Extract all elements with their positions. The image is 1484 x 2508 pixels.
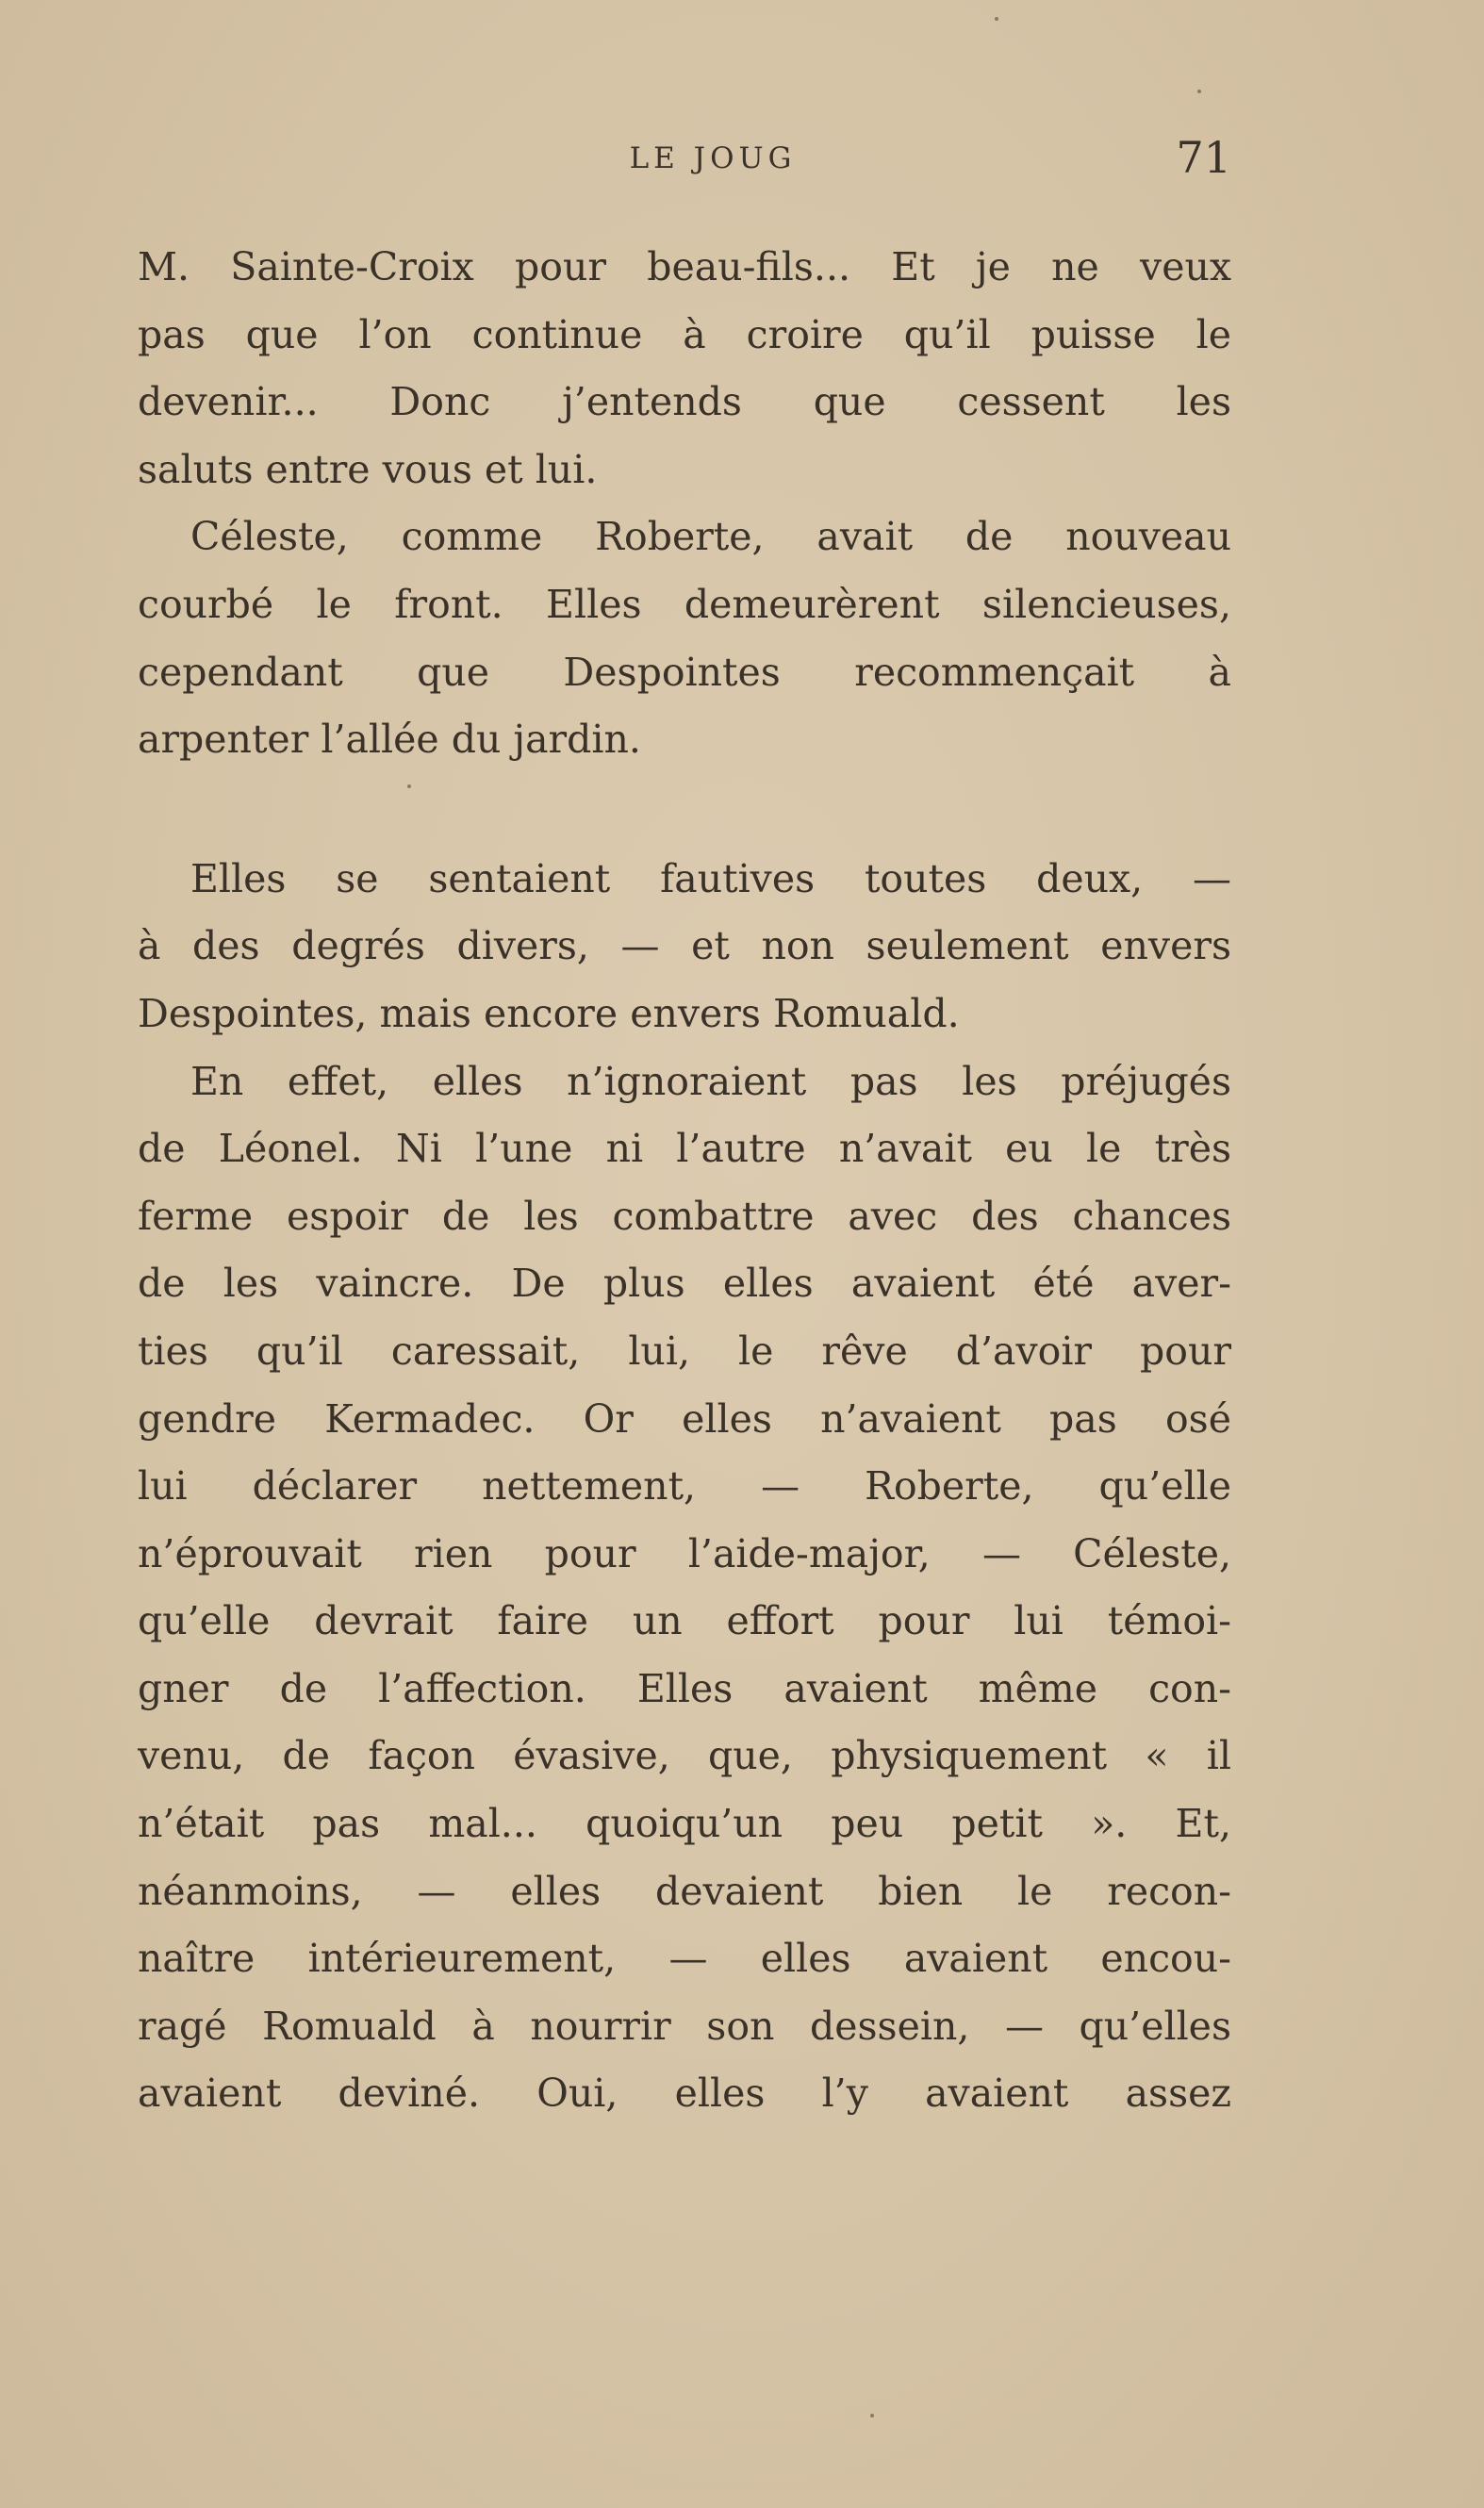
text-line: Despointes, mais encore envers Romuald. xyxy=(138,990,960,1036)
text-line: qu’elle devrait faire un effort pour lui témoi- xyxy=(138,1598,1231,1644)
page-header xyxy=(138,132,1231,189)
text-line: ragé Romuald à nourrir son dessein, — qu’elles xyxy=(138,2003,1231,2049)
text-line: arpenter l’allée du jardin. xyxy=(138,717,641,763)
text-line: cependant que Despointes recommençait à xyxy=(138,649,1231,695)
text-line: néanmoins, — elles devaient bien le recon- xyxy=(138,1868,1231,1914)
text-line: n’éprouvait rien pour l’aide-major, — Céleste, xyxy=(138,1530,1231,1576)
text-line: avaient deviné. Oui, elles l’y avaient assez xyxy=(138,2071,1231,2117)
text-line: ties qu’il caressait, lui, le rêve d’avoir pour xyxy=(138,1328,1231,1374)
paper-speck xyxy=(995,17,998,21)
running-title: LE JOUG xyxy=(629,141,797,175)
text-line: de Léonel. Ni l’une ni l’autre n’avait eu le très xyxy=(138,1126,1231,1172)
paper-speck xyxy=(407,784,411,788)
paper-speck xyxy=(1197,90,1201,93)
text-line: Céleste, comme Roberte, avait de nouveau xyxy=(190,514,1231,560)
page-number: 71 xyxy=(1176,132,1231,183)
text-line: pas que l’on continue à croire qu’il puisse le xyxy=(138,311,1231,357)
section-break xyxy=(138,774,1231,846)
text-line: de les vaincre. De plus elles avaient été aver- xyxy=(138,1261,1231,1307)
text-line: n’était pas mal... quoiqu’un peu petit ». Et, xyxy=(138,1801,1231,1847)
body-text xyxy=(138,234,1231,2128)
text-line: gendre Kermadec. Or elles n’avaient pas osé xyxy=(138,1395,1231,1442)
text-line: Elles se sentaient fautives toutes deux, — xyxy=(190,855,1231,901)
text-line: En effet, elles n’ignoraient pas les préjugés xyxy=(190,1058,1231,1104)
paper-speck xyxy=(870,2414,874,2417)
text-line: M. Sainte-Croix pour beau-fils... Et je ne veux xyxy=(138,244,1231,289)
text-line: à des degrés divers, — et non seulement envers xyxy=(138,923,1231,969)
text-line: courbé le front. Elles demeurèrent silencieuses, xyxy=(138,581,1231,627)
text-line: devenir... Donc j’entends que cessent les xyxy=(138,379,1231,425)
text-line: gner de l’affection. Elles avaient même con- xyxy=(138,1665,1231,1711)
text-line: naître intérieurement, — elles avaient encou- xyxy=(138,1936,1231,1982)
text-line: saluts entre vous et lui. xyxy=(138,446,598,492)
text-line: ferme espoir de les combattre avec des chances xyxy=(138,1193,1231,1239)
text-line: lui déclarer nettement, — Roberte, qu’elle xyxy=(138,1463,1231,1510)
text-line: venu, de façon évasive, que, physiquement « il xyxy=(138,1733,1231,1779)
